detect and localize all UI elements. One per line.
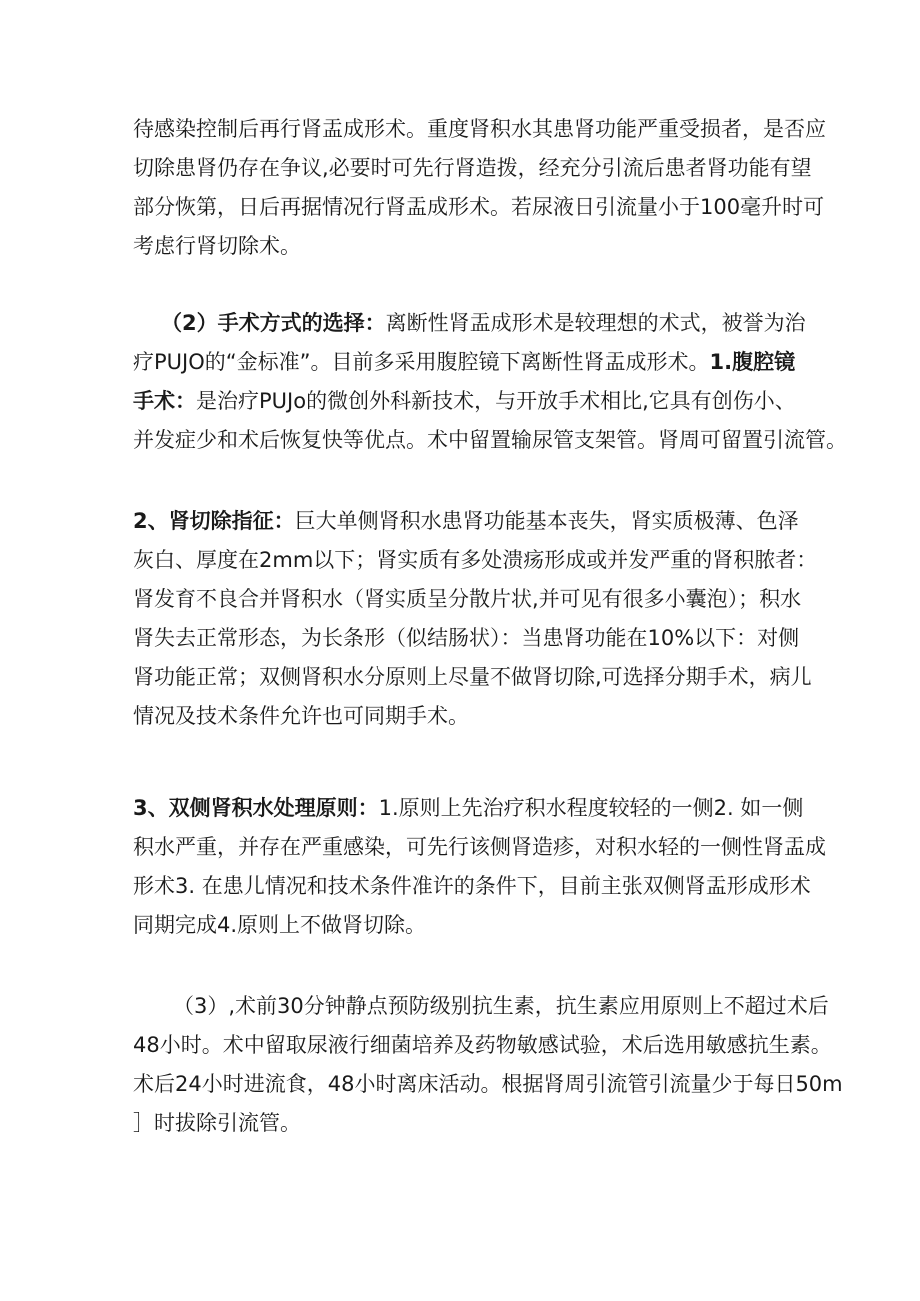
text-line: （3）,术前30分钟静点预防级别抗生素，抗生素应用原则上不超过术后 bbox=[173, 994, 829, 1018]
text-line bbox=[133, 502, 799, 541]
text-line: 考虑行肾切除术。 bbox=[133, 234, 301, 258]
section-heading: （2）手术方式的选择： bbox=[161, 311, 386, 335]
paragraph-surgical-method bbox=[133, 304, 847, 460]
text-line: 同期完成4.原则上不做肾切除。 bbox=[133, 913, 427, 937]
subsection-heading: 手术： bbox=[133, 389, 196, 413]
paragraph-nephrectomy-indications bbox=[133, 502, 818, 736]
text-line: 积水严重，并存在严重感染，可先行该侧肾造疹，对积水轻的一侧性肾盂成 bbox=[133, 835, 826, 859]
text-line: 肾失去正常形态，为长条形（似结肠状）：当患肾功能在10%以下：对侧 bbox=[133, 626, 800, 650]
text-line: 切除患肾仍存在争议,必要时可先行肾造拨，经充分引流后患者肾功能有望 bbox=[133, 156, 812, 180]
section-heading: 3、双侧肾积水处理原则： bbox=[133, 796, 379, 820]
text-line: 待感染控制后再行肾盂成形术。重度肾积水其患肾功能严重受损者，是否应 bbox=[133, 117, 826, 141]
text-line: 并发症少和术后恢复快等优点。术中留置输尿管支架管。肾周可留置引流管。 bbox=[133, 428, 847, 452]
text-run: 是治疗PUJo的微创外科新技术，与开放手术相比,它具有创伤小、 bbox=[196, 389, 796, 413]
paragraph-bilateral-principles bbox=[133, 789, 826, 945]
text-line bbox=[133, 304, 806, 343]
text-line: 形术3. 在患儿情况和技术条件准许的条件下，目前主张双侧肾盂形成形术 bbox=[133, 874, 811, 898]
text-line: 灰白、厚度在2mm以下；肾实质有多处溃疡形成或并发严重的肾积脓者： bbox=[133, 548, 818, 572]
text-run: 离断性肾盂成形术是较理想的术式，被誉为治 bbox=[385, 311, 806, 335]
text-line bbox=[133, 343, 796, 382]
section-heading: 2、肾切除指征： bbox=[133, 509, 295, 533]
text-line bbox=[133, 382, 796, 421]
text-line: 48小时。术中留取尿液行细菌培养及药物敏感试验，术后选用敏感抗生素。 bbox=[133, 1033, 832, 1057]
paragraph-infection-control bbox=[133, 110, 826, 266]
text-line: 情况及技术条件允许也可同期手术。 bbox=[133, 704, 469, 728]
text-line: 部分恢第，日后再据情况行肾盂成形术。若尿液日引流量小于100毫升时可 bbox=[133, 195, 825, 219]
text-run: 1.原则上先治疗积水程度较轻的一侧2. 如一侧 bbox=[378, 796, 804, 820]
subsection-heading: 1.腹腔镜 bbox=[709, 350, 796, 374]
text-run: 疗PUJO的“金标准”。目前多采用腹腔镜下离断性肾盂成形术。 bbox=[133, 350, 710, 374]
text-line: 肾功能正常；双侧肾积水分原则上尽量不做肾切除,可选择分期手术，病儿 bbox=[133, 665, 812, 689]
text-line: 肾发育不良合并肾积水（肾实质呈分散片状,并可见有很多小囊泡）；积水 bbox=[133, 587, 802, 611]
text-line bbox=[133, 789, 804, 828]
text-line: ］时拔除引流管。 bbox=[133, 1111, 301, 1135]
text-run: 巨大单侧肾积水患肾功能基本丧失，肾实质极薄、色泽 bbox=[294, 509, 799, 533]
text-line: 术后24小时进流食，48小时离床活动。根据肾周引流管引流量少于每日50m bbox=[133, 1072, 843, 1096]
paragraph-antibiotics bbox=[133, 987, 843, 1143]
